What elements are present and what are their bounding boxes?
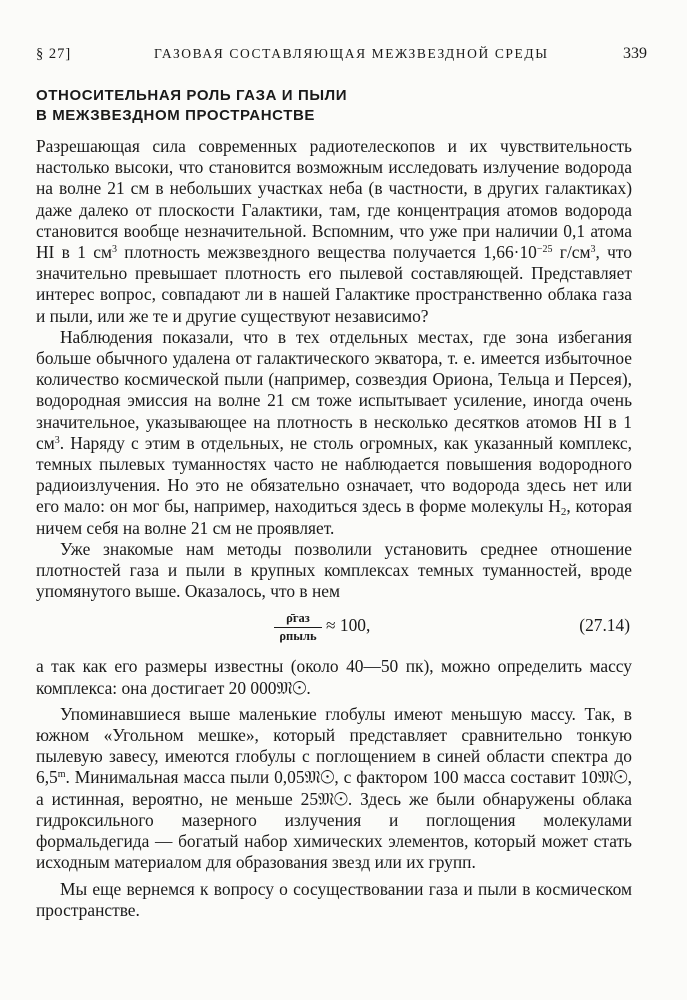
equation-relation: ≈ 100,: [326, 615, 371, 636]
paragraph-3: Уже знакомые нам методы позволили установить среднее отношение плотностей газа и пыли в крупных комплексах темных туманностей, вроде упомянутого выше. Оказалось, что в нем: [36, 538, 632, 602]
paragraph-4: а так как его размеры известны (около 40—50 пк), можно определить массу комплекса: она достигает 20 000𝔐☉.: [36, 656, 632, 698]
density-ratio-fraction: [274, 610, 322, 645]
body-text: [36, 136, 632, 921]
paragraph-1: Разрешающая сила современных радиотелескопов и их чувствительность настолько высоки, что становится возможным исследовать излучение водорода на волне 21 см в небольших участках неба (в частности, в других галактиках) даже далеко от плоскости Галактики, там, где концентрация атомов водорода становится вообще незначительной. Вспомним, что уже при наличии 0,1 атома HI в 1 $см^3$ плотность межзвездного вещества получается $1,66\cdot 10^{-25}$ $г/см^3$, что значительно превышает плотность его пылевой составляющей. Представляет интерес вопрос, совпадают ли в нашей Галактике пространственно облака газа и пыли, или же те и другие существуют независимо?: [36, 136, 632, 326]
paragraph-6: Мы еще вернемся к вопросу о сосуществовании газа и пыли в космическом пространстве.: [36, 878, 632, 920]
fraction-denominator: ρпыль: [279, 629, 317, 644]
running-head: [36, 46, 647, 66]
section-title-line-2: В МЕЖЗВЕЗДНОМ ПРОСТРАНСТВЕ: [36, 107, 316, 124]
section-reference: § 27]: [36, 46, 72, 62]
running-title: ГАЗОВАЯ СОСТАВЛЯЮЩАЯ МЕЖЗВЕЗДНОЙ СРЕДЫ: [154, 46, 549, 61]
paragraph-2: Наблюдения показали, что в тех отдельных местах, где зона избегания больше обычного удалена от галактического экватора, т. е. имеется избыточное количество космической пыли (например, созвездия Ориона, Тельца и Персея), водородная эмиссия на волне 21 см тоже испытывает усиление, иногда очень значительное, указывающее на плотность в несколько десятков атомов HI в 1 $см^3$. Наряду с этим в отдельных, не столь огромных, как указанный комплекс, темных пылевых туманностях часто не наблюдается повышения водородного радиоизлучения. Но это не обязательно означает, что водорода здесь нет или его мало: он мог бы, например, находиться здесь в форме молекулы $H_2$, которая ничем себя на волне 21 см не проявляет.: [36, 326, 632, 538]
page-number: 339: [623, 45, 647, 62]
equation-27-14: [36, 608, 632, 654]
equation-number: (27.14): [579, 615, 630, 636]
section-title: [36, 86, 456, 126]
section-title-line-1: ОТНОСИТЕЛЬНАЯ РОЛЬ ГАЗА И ПЫЛИ: [36, 87, 348, 104]
fraction-numerator: ρ̄газ: [274, 610, 322, 628]
paragraph-5: Упоминавшиеся выше маленькие глобулы имеют меньшую массу. Так, в южном «Угольном мешке», который представляет сравнительно тонкую пылевую завесу, имеются глобулы с поглощением в синей области спектра до 6,5$^m$. Минимальная масса пыли 0,05𝔐☉, с фактором 100 масса составит 10𝔐☉, а истинная, вероятно, не меньше 25𝔐☉. Здесь же были обнаружены облака гидроксильного мазерного излучения и поглощения молекулами формальдегида — богатый набор химических элементов, который может стать исходным материалом для образования звезд или их групп.: [36, 703, 632, 873]
